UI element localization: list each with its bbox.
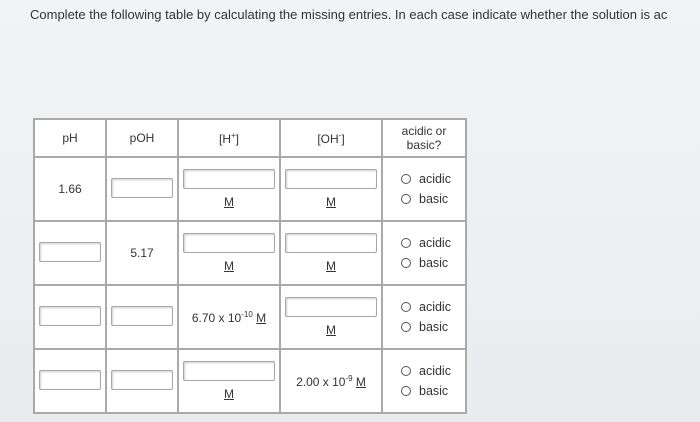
row1-h-input[interactable] [183,169,275,189]
row1-acid-base-cell [382,157,466,221]
row4-acidic-option[interactable]: acidic [401,364,451,378]
table-row [34,157,466,221]
calculation-table [33,118,467,414]
row4-h-input[interactable] [183,361,275,381]
radio-button[interactable] [401,238,411,248]
header-acidic-or-basic: acidic or basic? [382,119,466,157]
radio-button[interactable] [401,194,411,204]
molar-unit: M [326,195,336,209]
row3-acid-base-cell [382,285,466,349]
row2-oh-cell [280,221,382,285]
row4-ph-cell [34,349,106,413]
row4-acid-base-cell [382,349,466,413]
row2-basic-option[interactable]: basic [401,256,448,270]
header-h-concentration: [H+] [178,119,280,157]
table-row [34,221,466,285]
molar-unit: M [224,387,234,401]
row4-ph-input[interactable] [39,370,101,390]
radio-button[interactable] [401,302,411,312]
row4-poh-input[interactable] [111,370,173,390]
radio-button[interactable] [401,386,411,396]
table-row [34,349,466,413]
row1-basic-option[interactable]: basic [401,192,448,206]
molar-unit: M [326,323,336,337]
molar-unit: M [326,259,336,273]
row2-ph-input[interactable] [39,242,101,262]
molar-unit: M [355,374,366,389]
row4-h-cell [178,349,280,413]
row4-poh-cell [106,349,178,413]
row1-poh-cell [106,157,178,221]
row4-oh-value: 2.00 x $10^{-9}$ M [280,349,382,413]
radio-button[interactable] [401,174,411,184]
row1-acidic-option[interactable]: acidic [401,172,451,186]
row1-poh-input[interactable] [111,178,173,198]
row3-poh-input[interactable] [111,306,173,326]
header-oh-concentration: [OH-] [280,119,382,157]
row2-acidic-option[interactable]: acidic [401,236,451,250]
table-header-row [34,119,466,157]
row1-h-cell [178,157,280,221]
row3-ph-cell [34,285,106,349]
row4-basic-option[interactable]: basic [401,384,448,398]
row1-ph-value: 1.66 [34,157,106,221]
row3-ph-input[interactable] [39,306,101,326]
table-row [34,285,466,349]
radio-button[interactable] [401,366,411,376]
row3-poh-cell [106,285,178,349]
row3-acidic-option[interactable]: acidic [401,300,451,314]
molar-unit: M [256,310,267,325]
row3-oh-cell [280,285,382,349]
row1-oh-input[interactable] [285,169,377,189]
header-ph: pH [34,119,106,157]
row2-acid-base-cell [382,221,466,285]
row3-h-value: 6.70 x $10^{-10}$ M [178,285,280,349]
molar-unit: M [224,195,234,209]
row1-oh-cell [280,157,382,221]
row2-poh-value: 5.17 [106,221,178,285]
row2-ph-cell [34,221,106,285]
radio-button[interactable] [401,322,411,332]
row3-basic-option[interactable]: basic [401,320,448,334]
row2-h-cell [178,221,280,285]
row2-oh-input[interactable] [285,233,377,253]
molar-unit: M [224,259,234,273]
row3-oh-input[interactable] [285,297,377,317]
header-poh: pOH [106,119,178,157]
row2-h-input[interactable] [183,233,275,253]
instruction-text: Complete the following table by calculating the missing entries. In each case indicate whether the solution is ac [30,7,668,22]
radio-button[interactable] [401,258,411,268]
